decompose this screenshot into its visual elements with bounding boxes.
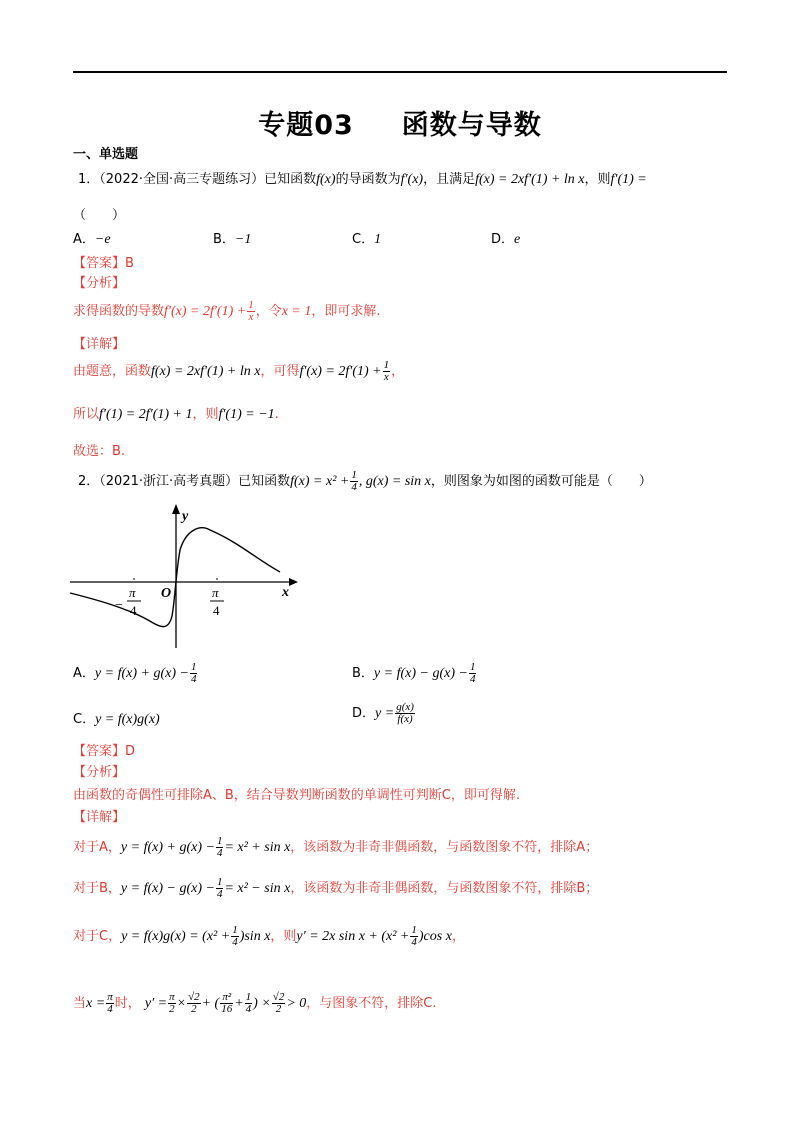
title-main: 专题03 [258,110,354,141]
q2-stem: 2．（2021·浙江·高考真题）已知函数f(x) = x² + $\frac{1}{4}$ , g(x) = sin x，则图象为如图的函数可能是（ ） [78,469,652,493]
title-sub: 函数与导数 [401,110,542,141]
q1-detail-line1: 由题意，函数f(x) = 2xf′(1) + ln x，可得f′(x) = 2f′(1) + $\frac{1}{x}$ ， [73,359,405,383]
q2-reason-a: 对于A，y = f(x) + g(x) − $\frac{1}{4}$ = x² + sin x，该函数为非奇非偶函数，与函数图象不符，排除A； [73,835,599,859]
graph-y-label: y [182,509,189,524]
header-rule [73,71,727,73]
q2-answer: 【答案】D [73,744,136,759]
q2-reason-c: 对于C，y = f(x)g(x) = (x² + $\frac{1}{4}$ )sin x，则y′ = 2x sin x + (x² + $\frac{1}{4}$ )cos x， [73,924,465,948]
x-axis-arrow-icon [289,578,298,586]
function-curve [70,528,280,627]
tick-right-pi: π [212,585,219,600]
tick-left-sign: − [115,598,123,613]
tick-right-four: 4 [213,603,220,618]
q2-option-d: D．y = $\frac{g(x)}{f(x)}$ [352,701,414,725]
q2-final-check: 当x = $\frac{\pi}{4}$ 时， y′ = $\frac{\pi}{2}$ × $\frac{√2}{2}$ + ( $\frac{\text{π²}}{16}$ + $\frac{1}{4}$ ) × $\frac{√2}{2}$ > 0，与图象不符，排除C. [73,991,437,1015]
q1-option-a: A．−e [73,232,111,247]
q1-option-d: D．e [491,232,521,247]
q1-stem: 1．（2022·全国·高三专题练习）已知函数f(x)的导函数为f′(x)，且满足f(x) = 2xf′(1) + ln x，则f′(1) = [78,172,647,187]
y-axis-arrow-icon [172,504,180,514]
q1-detail-tag: 【详解】 [73,337,126,352]
q1-answer: 【答案】B [73,256,134,271]
q1-fx: f(x) [316,172,336,187]
q1-condition: f(x) = 2xf′(1) + ln x [475,172,585,187]
q1-paren: （ ） [73,208,126,223]
q2-analysis-tag: 【分析】 [73,765,126,780]
q2-detail-tag: 【详解】 [73,810,126,825]
q2-function-graph [68,500,308,650]
q2-option-b: B．y = f(x) − g(x) − $\frac{1}{4}$ [352,661,476,685]
section-heading: 一、单选题 [73,147,139,162]
page-title [0,103,800,142]
q1-option-c: C．1 [352,232,382,247]
q1-option-b: B．−1 [213,232,252,247]
graph-origin-label: O [161,586,172,601]
q1-fpx: f′(x) [400,172,424,187]
q1-analysis-tag: 【分析】 [73,276,126,291]
tick-left-pi: π [129,585,136,600]
tick-left-four: 4 [130,603,137,618]
q2-option-a: A．y = f(x) + g(x) − $\frac{1}{4}$ [73,661,197,685]
q2-reason-b: 对于B，y = f(x) − g(x) − $\frac{1}{4}$ = x² − sin x，该函数为非奇非偶函数，与函数图象不符，排除B； [73,876,599,900]
q1-detail-line2: 所以f′(1) = 2f′(1) + 1，则f′(1) = −1. [73,407,279,422]
q1-analysis: 求得函数的导数f′(x) = 2f′(1) + $\frac{1}{x}$ ，令x = 1，即可求解. [73,299,381,323]
q1-conclusion: 故选：B. [73,444,126,459]
q1-ask: f′(1) = [610,172,647,187]
q2-option-c: C．y = f(x)g(x) [73,712,160,727]
q2-analysis: 由函数的奇偶性可排除A、B，结合导数判断函数的单调性可判断C，即可得解. [73,788,521,803]
graph-x-label: x [282,585,289,600]
